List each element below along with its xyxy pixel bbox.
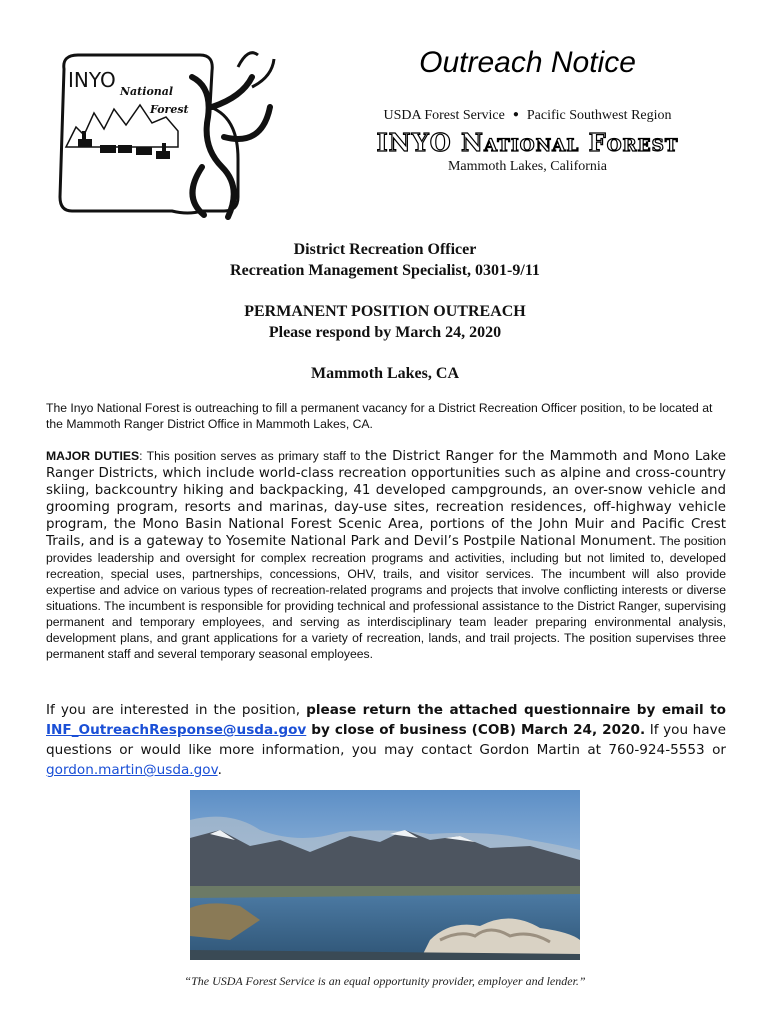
bullet-icon: ● — [512, 109, 519, 120]
agency-name: USDA Forest Service — [383, 108, 505, 123]
position-title: District Recreation Officer — [293, 241, 477, 258]
contact-text-2: If you have questions or would like more information, you may contact Gordon Martin at 760-924-5553 or — [46, 722, 726, 758]
duties-lead: : This position serves as primary staff to — [139, 449, 365, 463]
contact-text-1: If you are interested in the position, — [46, 702, 307, 718]
page-title: Outreach Notice — [419, 46, 636, 79]
forest-location: Mammoth Lakes, California — [447, 159, 608, 174]
duty-location: Mammoth Lakes, CA — [311, 365, 459, 382]
inyo-national-forest-logo — [52, 47, 282, 222]
outreach-heading: PERMANENT POSITION OUTREACH — [244, 303, 526, 320]
logo-text-national: National — [120, 85, 174, 98]
respond-by-date: Please respond by March 24, 2020 — [268, 324, 502, 341]
major-duties-paragraph — [46, 448, 726, 662]
contact-deadline: by close of business (COB) March 24, 2020. — [306, 722, 646, 738]
logo-text-forest: Forest — [150, 103, 189, 116]
agency-line — [355, 108, 700, 124]
duties-scope: the District Ranger for the Mammoth and Mono Lake Ranger Districts, which include world-class recreation opportunities such as alpine and cross-country skiing, backcountry hiking and backpacking, 41 developed campgrounds, an over-snow vehicle and grooming program, resorts and marinas, day-use sites, recreation residences, off-highway vehicle program, the Mono Basin National Forest Scenic Area, portions of the John Muir and Pacific Crest Trails, and is a gateway to Yosemite National Park and Devil’s Postpile National Monument. — [46, 449, 727, 549]
forest-name: INYO National Forest — [376, 128, 679, 157]
major-duties-label: MAJOR DUTIES — [46, 449, 140, 463]
contact-instruction: please return the attached questionnaire by email to — [306, 702, 726, 718]
outreach-email-link[interactable]: INF_OutreachResponse@usda.gov — [46, 722, 307, 738]
intro-paragraph: The Inyo National Forest is outreaching to fill a permanent vacancy for a District Recreation Officer position, to be located at the Mammoth Ranger District Office in Mammoth Lakes, CA. — [46, 401, 713, 431]
contact-end: . — [217, 762, 222, 778]
contact-email-link[interactable]: gordon.martin@usda.gov — [46, 762, 218, 778]
mono-lake-photo — [190, 790, 580, 960]
logo-text-inyo: INYO — [68, 68, 116, 92]
position-series: Recreation Management Specialist, 0301-9/11 — [230, 262, 540, 279]
equal-opportunity-statement: “The USDA Forest Service is an equal opportunity provider, employer and lender.” — [184, 974, 586, 988]
duties-rest: The position provides leadership and oversight for complex recreation programs and activities, including but not limited to, developed recreation, special uses, partnerships, concessions, OHV, trails, and visitor services. The incumbent will also provide expertise and advice on various types of recreation-related programs and projects that involve conflicting interests or diverse situations. The incumbent is responsible for providing technical and professional assistance to the District Ranger, supervising permanent and temporary employees, and serving as interdisciplinary team leader preparing environmental analysis, development plans, and grant applications for a variety of recreation, lands, and trail projects. The position supervises three permanent staff and several temporary seasonal employees. — [46, 534, 726, 661]
contact-paragraph — [46, 700, 726, 780]
region-name: Pacific Southwest Region — [526, 108, 672, 123]
